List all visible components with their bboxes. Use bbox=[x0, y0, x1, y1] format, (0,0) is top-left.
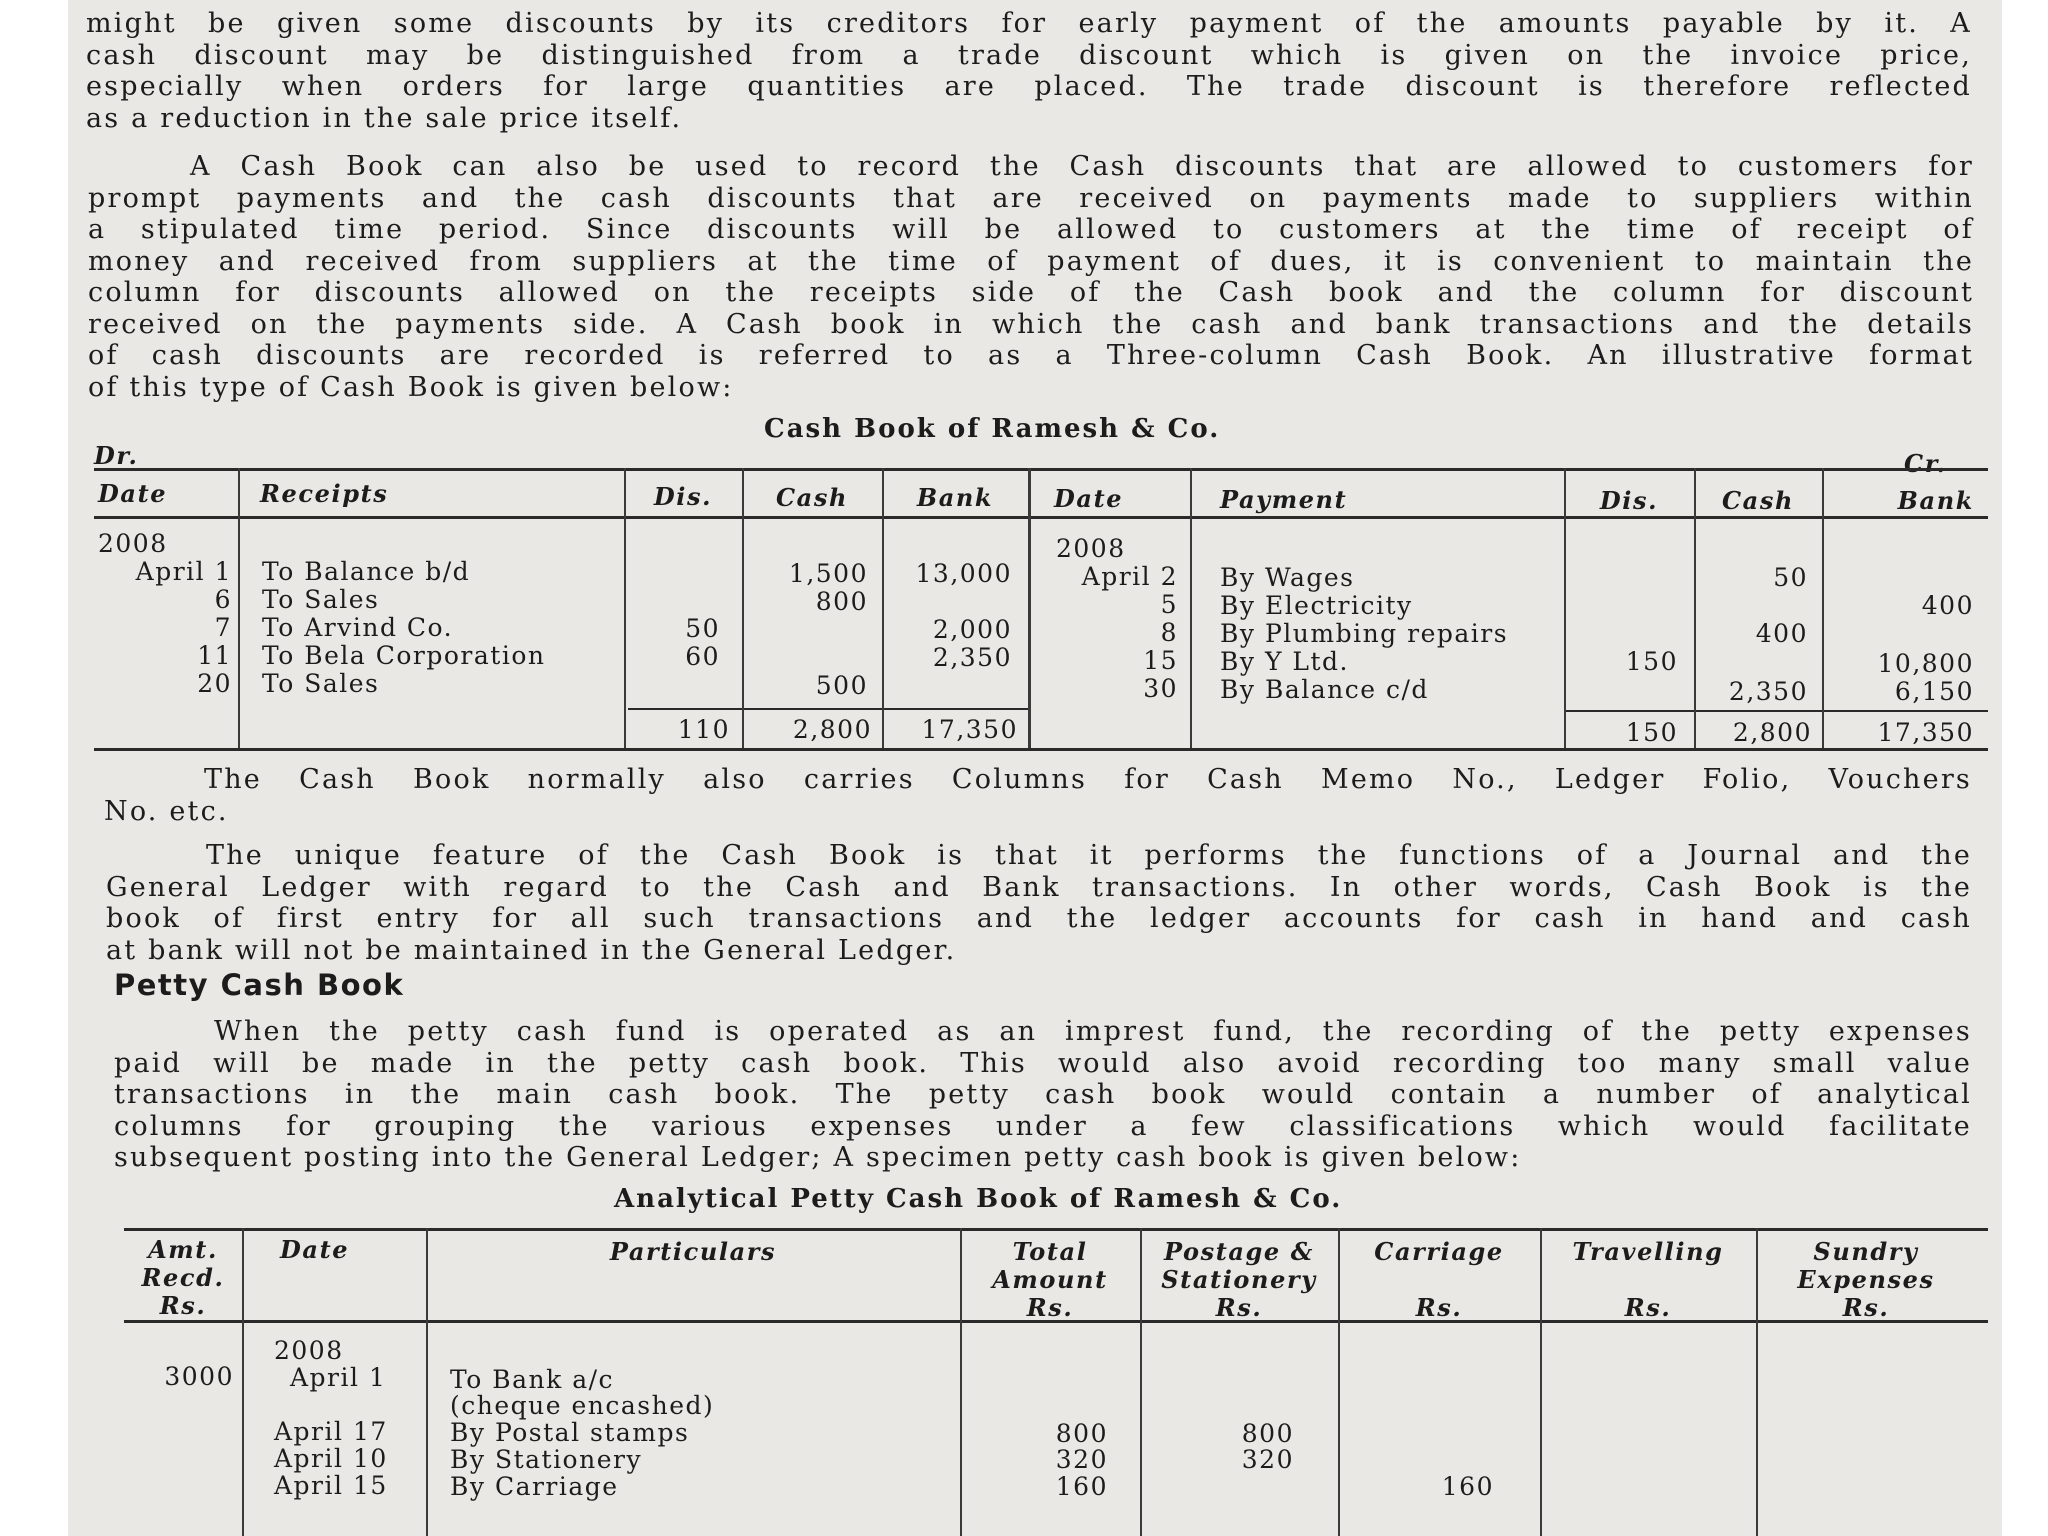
petty-particulars: To Bank a/c bbox=[450, 1365, 615, 1394]
cash-book-title: Cash Book of Ramesh & Co. bbox=[764, 414, 1221, 444]
paragraph-line: money and received from suppliers at the time of payment of dues, it is convenient to maintain the bbox=[88, 245, 1974, 277]
petty-total: 800 bbox=[1055, 1419, 1108, 1448]
payment-cash: 2,350 bbox=[1728, 677, 1808, 706]
receipt-particulars: To Bela Corporation bbox=[262, 641, 546, 670]
paragraph-line: No. etc. bbox=[104, 795, 229, 827]
paragraph-line: paid will be made in the petty cash book. This would also avoid recording too many small value bbox=[114, 1047, 1972, 1079]
header-line: Recd. bbox=[141, 1263, 225, 1292]
paragraph-line: at bank will not be maintained in the General Ledger. bbox=[106, 934, 957, 966]
col-header-date: Date bbox=[98, 479, 168, 508]
year: 2008 bbox=[274, 1336, 344, 1365]
payment-date: 8 bbox=[1160, 618, 1178, 647]
payment-particulars: By Balance c/d bbox=[1220, 675, 1429, 704]
intro-line: as a reduction in the sale price itself. bbox=[86, 102, 683, 134]
payment-particulars: By Plumbing repairs bbox=[1220, 619, 1509, 648]
textbook-page bbox=[68, 0, 2002, 1536]
year-right: 2008 bbox=[1056, 534, 1126, 563]
header-line: Rs. bbox=[1624, 1293, 1672, 1322]
petty-date: April 17 bbox=[274, 1417, 388, 1446]
petty-total: 160 bbox=[1055, 1472, 1108, 1501]
cash-book-feature-paragraph bbox=[106, 840, 1972, 966]
payment-cash: 400 bbox=[1755, 619, 1808, 648]
header-line: Amt. bbox=[148, 1235, 218, 1264]
petty-postage: 320 bbox=[1241, 1445, 1294, 1474]
paragraph-line: received on the payments side. A Cash book in which the cash and bank transactions and the details bbox=[88, 308, 1974, 340]
header-line: Carriage bbox=[1374, 1237, 1504, 1266]
receipt-bank: 2,350 bbox=[932, 643, 1012, 672]
paragraph-line: transactions in the main cash book. The petty cash book would contain a number of analytical bbox=[114, 1079, 1972, 1110]
table-rule-header bbox=[94, 516, 1988, 519]
intro-line: cash discount may be distinguished from a trade discount which is given on the invoice price, bbox=[86, 39, 1972, 71]
petty-total: 320 bbox=[1055, 1445, 1108, 1474]
header-line: Rs. bbox=[1215, 1293, 1263, 1322]
col-header-date-right: Date bbox=[1054, 484, 1124, 513]
cash-book-columns-paragraph bbox=[104, 764, 1972, 827]
table-rule-top bbox=[124, 1228, 1988, 1231]
col-divider bbox=[238, 468, 240, 748]
paragraph-line: columns for grouping the various expenses under a few classifications which would facilitate bbox=[114, 1110, 1972, 1142]
intro-line: especially when orders for large quantities are placed. The trade discount is therefore reflected bbox=[86, 71, 1972, 102]
petty-date: April 1 bbox=[290, 1363, 387, 1392]
receipt-bank: 2,000 bbox=[932, 615, 1012, 644]
receipt-dis: 50 bbox=[685, 614, 720, 643]
petty-postage: 800 bbox=[1241, 1419, 1294, 1448]
petty-particulars: By Stationery bbox=[450, 1445, 643, 1474]
paragraph-line: A Cash Book can also be used to record the Cash discounts that are allowed to customers for bbox=[190, 151, 1974, 182]
total-bank-left: 17,350 bbox=[921, 715, 1018, 744]
receipt-bank: 13,000 bbox=[915, 559, 1012, 588]
header-line: Travelling bbox=[1572, 1237, 1724, 1266]
paragraph-line: book of first entry for all such transactions and the ledger accounts for cash in hand and cash bbox=[106, 903, 1972, 934]
paragraph-line: General Ledger with regard to the Cash and Bank transactions. In other words, Cash Book is the bbox=[106, 871, 1972, 903]
totals-rule-right bbox=[1566, 710, 1988, 712]
paragraph-line: The Cash Book normally also carries Columns for Cash Memo No., Ledger Folio, Vouchers bbox=[204, 764, 1972, 795]
receipt-particulars: To Arvind Co. bbox=[262, 613, 454, 642]
col-header-bank: Bank bbox=[916, 483, 994, 512]
paragraph-line: prompt payments and the cash discounts that are received on payments made to suppliers within bbox=[88, 182, 1974, 214]
receipt-date: 20 bbox=[197, 669, 232, 698]
col-divider bbox=[1190, 468, 1192, 748]
payment-bank: 400 bbox=[1921, 591, 1974, 620]
intro-paragraph bbox=[86, 8, 1972, 134]
header-line: Amount bbox=[992, 1265, 1108, 1294]
payment-date: 30 bbox=[1143, 674, 1178, 703]
col-header-carriage bbox=[1338, 1238, 1540, 1322]
total-dis-right: 150 bbox=[1625, 718, 1678, 747]
receipt-cash: 500 bbox=[815, 671, 868, 700]
table-rule-bottom bbox=[94, 748, 1988, 751]
col-header-bank-right: Bank bbox=[1897, 486, 1974, 515]
payment-particulars: By Wages bbox=[1220, 563, 1355, 592]
col-header-travelling bbox=[1540, 1238, 1756, 1322]
col-header-payment: Payment bbox=[1220, 485, 1348, 514]
paragraph-line: a stipulated time period. Since discounts will be allowed to customers at the time of receipt of bbox=[88, 214, 1974, 245]
receipt-date: 6 bbox=[214, 585, 232, 614]
total-cash-right: 2,800 bbox=[1732, 718, 1812, 747]
col-header-dis: Dis. bbox=[653, 482, 713, 511]
col-header-sundry bbox=[1756, 1238, 1976, 1322]
receipt-date: 11 bbox=[197, 641, 232, 670]
header-line: Total bbox=[1012, 1237, 1088, 1266]
receipt-dis: 60 bbox=[685, 642, 720, 671]
payment-date: April 2 bbox=[1081, 562, 1178, 591]
header-line: Sundry bbox=[1813, 1237, 1919, 1266]
col-header-date: Date bbox=[280, 1235, 350, 1264]
payment-dis: 150 bbox=[1625, 647, 1678, 676]
paragraph-line: of this type of Cash Book is given below: bbox=[88, 371, 734, 403]
header-line: Stationery bbox=[1161, 1265, 1317, 1294]
table-rule-top bbox=[94, 468, 1988, 471]
col-header-receipts: Receipts bbox=[260, 479, 389, 508]
col-header-total bbox=[960, 1238, 1140, 1322]
header-line: Rs. bbox=[1026, 1293, 1074, 1322]
payment-cash: 50 bbox=[1773, 563, 1808, 592]
petty-cash-book-heading: Petty Cash Book bbox=[114, 968, 405, 1002]
payment-date: 15 bbox=[1143, 646, 1178, 675]
petty-particulars: (cheque encashed) bbox=[450, 1391, 715, 1420]
amt-recd-value: 3000 bbox=[164, 1362, 234, 1391]
header-line: Rs. bbox=[159, 1291, 207, 1320]
totals-rule-left bbox=[628, 708, 1028, 710]
header-line: Rs. bbox=[1415, 1293, 1463, 1322]
payment-bank: 10,800 bbox=[1877, 649, 1974, 678]
year-left: 2008 bbox=[98, 529, 168, 558]
petty-particulars: By Postal stamps bbox=[450, 1418, 690, 1447]
total-dis-left: 110 bbox=[677, 715, 730, 744]
header-line: Rs. bbox=[1842, 1293, 1890, 1322]
col-header-cash-right: Cash bbox=[1721, 486, 1794, 515]
cr-label: Cr. bbox=[1904, 449, 1947, 478]
col-header-cash: Cash bbox=[775, 483, 848, 512]
col-header-dis-right: Dis. bbox=[1599, 486, 1659, 515]
receipt-date: 7 bbox=[214, 613, 232, 642]
header-line: Postage & bbox=[1163, 1237, 1315, 1266]
col-header-particulars: Particulars bbox=[609, 1237, 777, 1266]
petty-cash-book-title: Analytical Petty Cash Book of Ramesh & Co. bbox=[614, 1184, 1343, 1214]
payment-particulars: By Electricity bbox=[1220, 591, 1413, 620]
receipt-particulars: To Sales bbox=[262, 669, 380, 698]
paragraph-line: When the petty cash fund is operated as an imprest fund, the recording of the petty expenses bbox=[214, 1016, 1972, 1047]
receipt-particulars: To Balance b/d bbox=[262, 557, 471, 586]
petty-carriage: 160 bbox=[1441, 1472, 1494, 1501]
intro-line: might be given some discounts by its creditors for early payment of the amounts payable by it. A bbox=[86, 8, 1972, 39]
total-cash-left: 2,800 bbox=[792, 715, 872, 744]
col-divider bbox=[1028, 468, 1031, 748]
paragraph-line: of cash discounts are recorded is referred to as a Three-column Cash Book. An illustrative format bbox=[88, 340, 1974, 371]
dr-label: Dr. bbox=[94, 441, 139, 470]
col-header-postage bbox=[1140, 1238, 1338, 1322]
header-line: Expenses bbox=[1797, 1265, 1935, 1294]
receipt-particulars: To Sales bbox=[262, 585, 380, 614]
three-column-cashbook-paragraph bbox=[88, 151, 1974, 403]
payment-bank: 6,150 bbox=[1894, 677, 1974, 706]
col-divider bbox=[426, 1228, 428, 1536]
receipt-date: April 1 bbox=[135, 557, 232, 586]
paragraph-line: column for discounts allowed on the receipts side of the Cash book and the column for discount bbox=[88, 277, 1974, 308]
petty-particulars: By Carriage bbox=[450, 1472, 619, 1501]
payment-date: 5 bbox=[1160, 590, 1178, 619]
receipt-cash: 800 bbox=[815, 587, 868, 616]
petty-cash-paragraph bbox=[114, 1016, 1972, 1174]
petty-date: April 15 bbox=[274, 1471, 388, 1500]
col-divider bbox=[242, 1228, 244, 1536]
receipt-cash: 1,500 bbox=[788, 559, 868, 588]
payment-particulars: By Y Ltd. bbox=[1220, 647, 1349, 676]
petty-date: April 10 bbox=[274, 1444, 388, 1473]
paragraph-line: The unique feature of the Cash Book is that it performs the functions of a Journal and the bbox=[206, 840, 1972, 871]
total-bank-right: 17,350 bbox=[1877, 718, 1974, 747]
paragraph-line: subsequent posting into the General Ledger; A specimen petty cash book is given below: bbox=[114, 1142, 1522, 1173]
col-header-amt-recd bbox=[124, 1236, 242, 1320]
